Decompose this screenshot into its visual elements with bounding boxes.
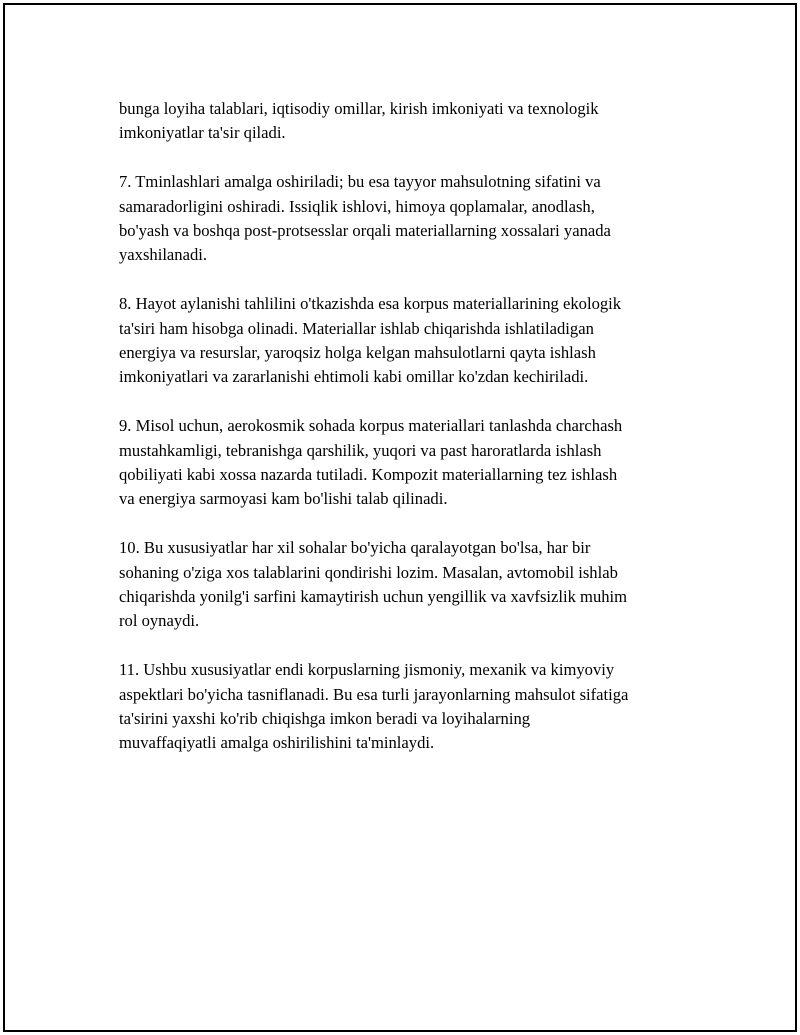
text-line: imkoniyatlar ta'sir qiladi. — [119, 123, 286, 143]
text-line: 11. Ushbu xususiyatlar endi korpuslarning jismoniy, mexanik va kimyoviy — [119, 660, 615, 680]
paragraph-8 — [119, 292, 699, 390]
text-line: qobiliyati kabi xossa nazarda tutiladi. Kompozit materiallarning tez ishlash — [119, 465, 618, 485]
text-line: 9. Misol uchun, aerokosmik sohada korpus materiallari tanlashda charchash — [119, 416, 623, 436]
text-line: bo'yash va boshqa post-protsesslar orqali materiallarning xossalari yanada — [119, 221, 611, 241]
paragraph-7 — [119, 170, 699, 268]
text-line: aspektlari bo'yicha tasniflanadi. Bu esa turli jarayonlarning mahsulot sifatiga — [119, 684, 629, 704]
text-line: ta'siri ham hisobga olinadi. Materiallar ishlab chiqarishda ishlatiladigan — [119, 318, 594, 338]
text-line: ta'sirini yaxshi ko'rib chiqishga imkon beradi va loyihalarning — [119, 709, 531, 729]
text-line: 7. Tminlashlari amalga oshiriladi; bu esa tayyor mahsulotning sifatini va — [119, 172, 601, 192]
text-line: sohaning o'ziga xos talablarini qondirishi lozim. Masalan, avtomobil ishlab — [119, 562, 618, 582]
text-line: rol oynaydi. — [119, 611, 200, 631]
paragraph-continuation — [119, 97, 699, 146]
text-line: imkoniyatlari va zararlanishi ehtimoli kabi omillar ko'zdan kechiriladi. — [119, 367, 589, 387]
text-line: energiya va resurslar, yaroqsiz holga kelgan mahsulotlarni qayta ishlash — [119, 343, 596, 363]
document-body — [119, 97, 699, 780]
text-line: bunga loyiha talablari, iqtisodiy omillar, kirish imkoniyati va texnologik — [119, 99, 599, 118]
paragraph-10 — [119, 536, 699, 634]
text-line: 8. Hayot aylanishi tahlilini o'tkazishda esa korpus materiallarining ekologik — [119, 294, 622, 314]
text-line: muvaffaqiyatli amalga oshirilishini ta'minlaydi. — [119, 733, 435, 753]
text-line: 10. Bu xususiyatlar har xil sohalar bo'yicha qaralayotgan bo'lsa, har bir — [119, 538, 591, 558]
document-page — [3, 3, 797, 1032]
paragraph-11 — [119, 658, 699, 756]
text-line: va energiya sarmoyasi kam bo'lishi talab qilinadi. — [119, 489, 448, 509]
text-line: chiqarishda yonilg'i sarfini kamaytirish uchun yengillik va xavfsizlik muhim — [119, 587, 628, 607]
text-line: samaradorligini oshiradi. Issiqlik ishlovi, himoya qoplamalar, anodlash, — [119, 196, 595, 216]
paragraph-9 — [119, 414, 699, 512]
text-line: yaxshilanadi. — [119, 245, 208, 265]
text-line: mustahkamligi, tebranishga qarshilik, yuqori va past haroratlarda ishlash — [119, 440, 602, 460]
